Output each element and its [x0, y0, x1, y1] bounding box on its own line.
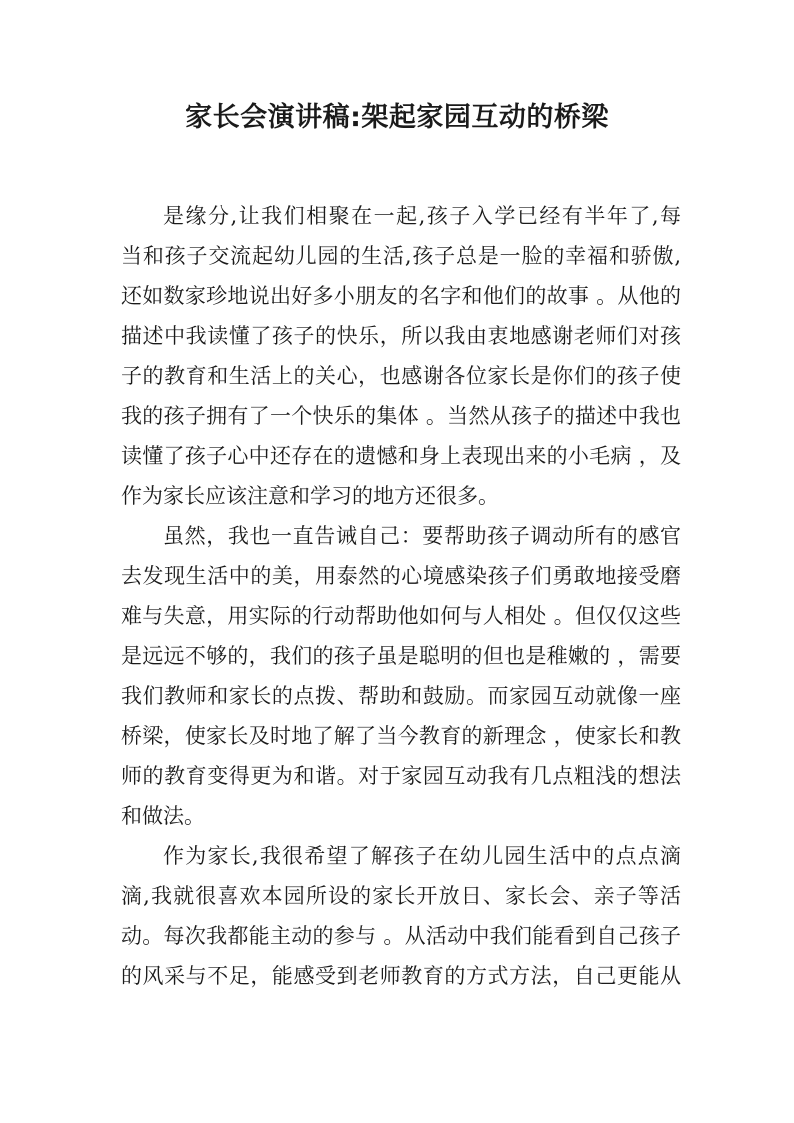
text-line: 和做法。 [121, 804, 205, 828]
text-line: 是远远不够的，我们的孩子虽是聪明的但也是稚嫩的 ，需要 [121, 644, 681, 668]
text-line: 师的教育变得更为和谐。对于家园互动我有几点粗浅的想法 [121, 764, 681, 788]
text-line: 作为家长应该注意和学习的地方还很多。 [121, 484, 499, 508]
text-line: 我的孩子拥有了一个快乐的集体 。当然从孩子的描述中我也 [121, 404, 681, 428]
text-line: 是缘分,让我们相聚在一起,孩子入学已经有半年了,每 [163, 204, 681, 228]
text-line: 滴,我就很喜欢本园所设的家长开放日、家长会、亲子等活 [121, 884, 681, 908]
text-line: 读懂了孩子心中还存在的遗憾和身上表现出来的小毛病 ，及 [121, 444, 681, 468]
text-line: 虽然，我也一直告诫自己：要帮助孩子调动所有的感官 [163, 524, 681, 548]
text-line: 去发现生活中的美，用泰然的心境感染孩子们勇敢地接受磨 [121, 564, 681, 588]
text-line: 描述中我读懂了孩子的快乐，所以我由衷地感谢老师们对孩 [121, 324, 681, 348]
text-line: 难与失意，用实际的行动帮助他如何与人相处 。但仅仅这些 [121, 604, 681, 628]
text-line: 桥梁，使家长及时地了解了当今教育的新理念 ，使家长和教 [121, 724, 681, 748]
document-body [121, 196, 681, 996]
text-line: 动。每次我都能主动的参与 。从活动中我们能看到自己孩子 [121, 924, 681, 948]
text-line: 我们教师和家长的点拨、帮助和鼓励。而家园互动就像一座 [121, 684, 681, 708]
paragraph-3 [121, 836, 681, 996]
paragraph-2 [121, 516, 681, 836]
document-title: 家长会演讲稿:架起家园互动的桥梁 [185, 102, 609, 133]
text-line: 还如数家珍地说出好多小朋友的名字和他们的故事 。从他的 [121, 284, 681, 308]
paragraph-1 [121, 196, 681, 516]
text-line: 作为家长,我很希望了解孩子在幼儿园生活中的点点滴 [163, 844, 681, 868]
text-line: 当和孩子交流起幼儿园的生活,孩子总是一脸的幸福和骄傲, [121, 244, 681, 268]
text-line: 子的教育和生活上的关心，也感谢各位家长是你们的孩子使 [121, 364, 681, 388]
text-line: 的风采与不足，能感受到老师教育的方式方法，自己更能从 [121, 964, 681, 988]
